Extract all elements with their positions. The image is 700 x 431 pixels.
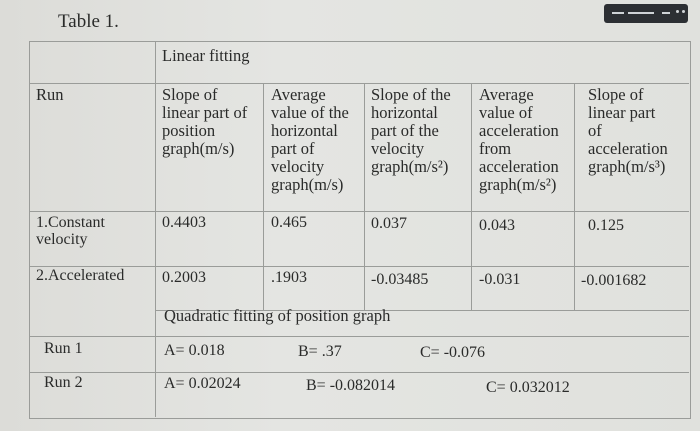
header-avg-velocity: Average value of the horizontal part of velocity graph(m/s) — [271, 85, 349, 194]
table-cell: -0.031 — [479, 271, 521, 288]
table-cell: -0.03485 — [371, 271, 429, 288]
section-linear-fitting: Linear fitting — [162, 46, 250, 65]
section-quadratic-fitting: Quadratic fitting of position graph — [164, 306, 391, 325]
table-row-run: 2.Accelerated — [36, 267, 125, 284]
header-avg-acceleration: Average value of acceleration from acceleration graph(m/s²) — [479, 85, 559, 194]
header-slope-acceleration: Slope of linear part of acceleration graph(m/s³) — [588, 85, 668, 176]
header-slope-velocity: Slope of the horizontal part of the velocity graph(m/s²) — [371, 85, 451, 176]
table-cell: -0.001682 — [581, 272, 647, 289]
table-cell: C= -0.076 — [420, 344, 486, 361]
table-cell: 0.465 — [271, 214, 307, 231]
table-row-run: 1.Constant velocity — [36, 214, 105, 248]
table-caption: Table 1. — [58, 11, 119, 32]
table-cell: 0.043 — [479, 217, 515, 234]
results-table — [29, 41, 691, 419]
table-cell: B= .37 — [298, 343, 342, 360]
table-cell: A= 0.018 — [164, 342, 225, 359]
table-cell: 0.4403 — [162, 214, 206, 231]
table-cell: B= -0.082014 — [306, 377, 396, 394]
table-cell: 0.2003 — [162, 269, 206, 286]
table-row-run: Run 2 — [44, 374, 83, 391]
header-slope-position: Slope of linear part of position graph(m/s) — [162, 85, 248, 158]
table-cell: .1903 — [271, 269, 307, 286]
table-cell: C= 0.032012 — [486, 379, 570, 396]
table-row-run: Run 1 — [44, 340, 83, 357]
corner-badge-image — [604, 4, 688, 23]
table-cell: 0.037 — [371, 215, 407, 232]
table-cell: 0.125 — [588, 217, 624, 234]
header-run: Run — [36, 85, 64, 104]
table-cell: A= 0.02024 — [164, 375, 241, 392]
